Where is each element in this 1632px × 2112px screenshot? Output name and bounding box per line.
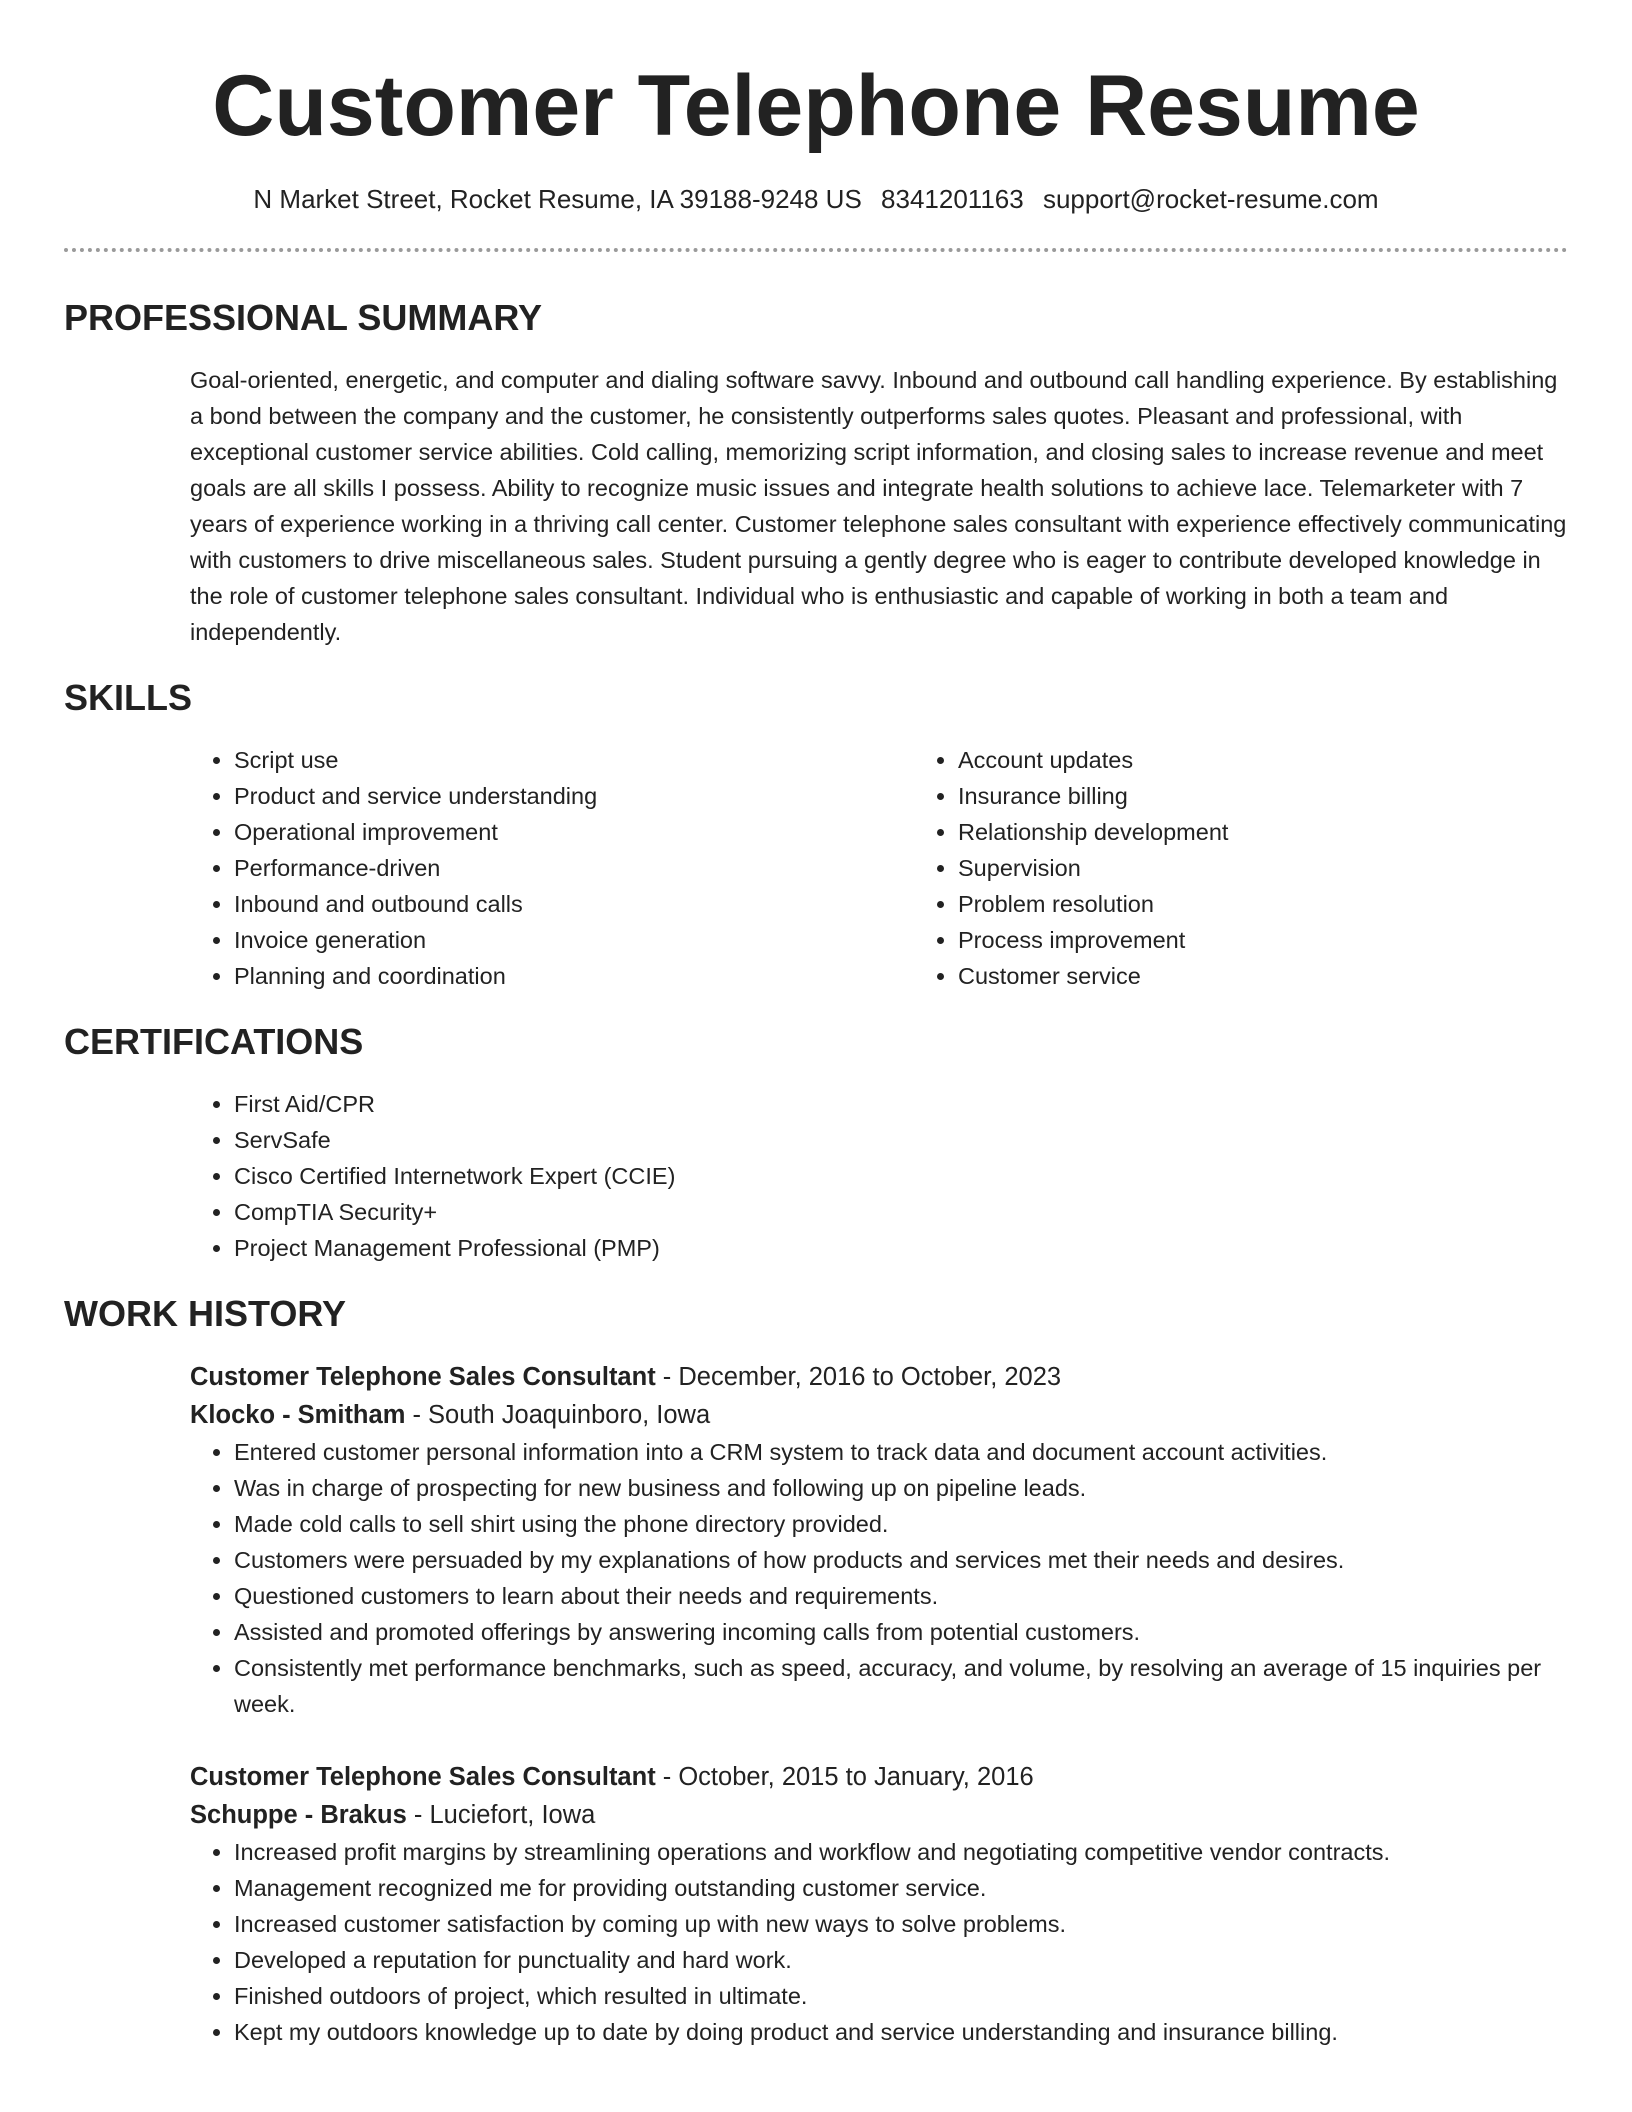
section-title-certifications: CERTIFICATIONS <box>64 1021 364 1062</box>
job-duty-item: • Increased customer satisfaction by coming up with new ways to solve problems. <box>234 1906 1568 1942</box>
certification-item: • ServSafe <box>234 1122 1568 1158</box>
job-company-line <box>190 1796 1568 1834</box>
section-title-work-history: WORK HISTORY <box>64 1293 347 1334</box>
job-duty-item: • Was in charge of prospecting for new business and following up on pipeline leads. <box>234 1470 1568 1506</box>
job-duty-item: • Assisted and promoted offerings by answering incoming calls from potential customers. <box>234 1614 1568 1650</box>
job-company: Schuppe - Brakus <box>190 1801 407 1829</box>
skill-item: • Invoice generation <box>234 922 914 958</box>
header-divider <box>64 248 1568 252</box>
job-role: Customer Telephone Sales Consultant <box>190 1763 656 1791</box>
job-duty-item: • Made cold calls to sell shirt using the phone directory provided. <box>234 1506 1568 1542</box>
job-dates: - December, 2016 to October, 2023 <box>655 1363 1062 1391</box>
job-duty-item: • Finished outdoors of project, which resulted in ultimate. <box>234 1978 1568 2014</box>
job-duty-item: • Management recognized me for providing outstanding customer service. <box>234 1870 1568 1906</box>
skill-item: • Planning and coordination <box>234 958 914 994</box>
job-entry <box>190 1758 1568 2050</box>
section-title-skills: SKILLS <box>64 677 193 718</box>
section-title-summary: PROFESSIONAL SUMMARY <box>64 297 543 338</box>
certifications-list <box>190 1086 1568 1266</box>
job-location: - South Joaquinboro, Iowa <box>405 1401 711 1429</box>
work-history-section <box>64 1292 1568 2050</box>
certification-item: • Cisco Certified Internetwork Expert (CCIE) <box>234 1158 1568 1194</box>
job-duty-item: • Consistently met performance benchmarks, such as speed, accuracy, and volume, by resolving an average of 15 inquiries per week. <box>234 1650 1568 1722</box>
certifications-list-wrapper <box>190 1086 1568 1266</box>
certification-item: • Project Management Professional (PMP) <box>234 1230 1568 1266</box>
certification-item: • First Aid/CPR <box>234 1086 1568 1122</box>
job-role: Customer Telephone Sales Consultant <box>190 1363 656 1391</box>
contact-email: support@rocket-resume.com <box>1042 184 1379 214</box>
skill-item: • Script use <box>234 742 914 778</box>
skill-item: • Product and service understanding <box>234 778 914 814</box>
job-entry <box>190 1358 1568 1722</box>
job-duties-list <box>190 1834 1568 2050</box>
skill-item: • Customer service <box>958 958 1632 994</box>
job-duty-item: • Questioned customers to learn about their needs and requirements. <box>234 1578 1568 1614</box>
skill-item: • Relationship development <box>958 814 1632 850</box>
skills-section <box>64 676 1568 994</box>
job-dates: - October, 2015 to January, 2016 <box>655 1763 1034 1791</box>
contact-address: N Market Street, Rocket Resume, IA 39188-9248 US <box>253 184 862 214</box>
job-duty-item: • Kept my outdoors knowledge up to date by doing product and service understanding and insurance billing. <box>234 2014 1568 2050</box>
job-location: - Luciefort, Iowa <box>406 1801 596 1829</box>
job-duty-item: • Developed a reputation for punctuality and hard work. <box>234 1942 1568 1978</box>
job-company-line <box>190 1396 1568 1434</box>
job-title-line <box>190 1358 1568 1396</box>
summary-text: Goal-oriented, energetic, and computer and dialing software savvy. Inbound and outbound call handling experience. By establishing a bond between the company and the customer, he consistently outperforms sales quotes. Pleasant and professional, with exceptional customer service abilities. Cold calling, memorizing script information, and closing sales to increase revenue and meet goals are all skills I possess. Ability to recognize music issues and integrate health solutions to achieve lace. Telemarketer with 7 years of experience working in a thriving call center. Customer telephone sales consultant with experience effectively communicating with customers to drive miscellaneous sales. Student pursuing a gently degree who is eager to contribute developed knowledge in the role of customer telephone sales consultant. Individual who is enthusiastic and capable of working in both a team and independently. <box>190 367 1567 645</box>
contact-line <box>64 182 1568 216</box>
skill-item: • Account updates <box>958 742 1632 778</box>
job-duty-item: • Entered customer personal information into a CRM system to track data and document account activities. <box>234 1434 1568 1470</box>
certification-item: • CompTIA Security+ <box>234 1194 1568 1230</box>
job-duty-item: • Customers were persuaded by my explanations of how products and services met their needs and desires. <box>234 1542 1568 1578</box>
resume-name: Customer Telephone Resume <box>212 58 1420 154</box>
skills-list-right <box>914 742 1632 994</box>
skills-list-left <box>190 742 914 994</box>
job-duties-list <box>190 1434 1568 1722</box>
skills-columns <box>190 742 1568 994</box>
job-title-line <box>190 1758 1568 1796</box>
skill-item: • Process improvement <box>958 922 1632 958</box>
skill-item: • Supervision <box>958 850 1632 886</box>
contact-phone: 8341201163 <box>881 184 1024 214</box>
job-duty-item: • Increased profit margins by streamlining operations and workflow and negotiating competitive vendor contracts. <box>234 1834 1568 1870</box>
skill-item: • Insurance billing <box>958 778 1632 814</box>
skill-item: • Problem resolution <box>958 886 1632 922</box>
job-company: Klocko - Smitham <box>190 1401 406 1429</box>
skill-item: • Operational improvement <box>234 814 914 850</box>
professional-summary-section <box>64 296 1568 650</box>
certifications-section <box>64 1020 1568 1266</box>
skill-item: • Inbound and outbound calls <box>234 886 914 922</box>
skill-item: • Performance-driven <box>234 850 914 886</box>
